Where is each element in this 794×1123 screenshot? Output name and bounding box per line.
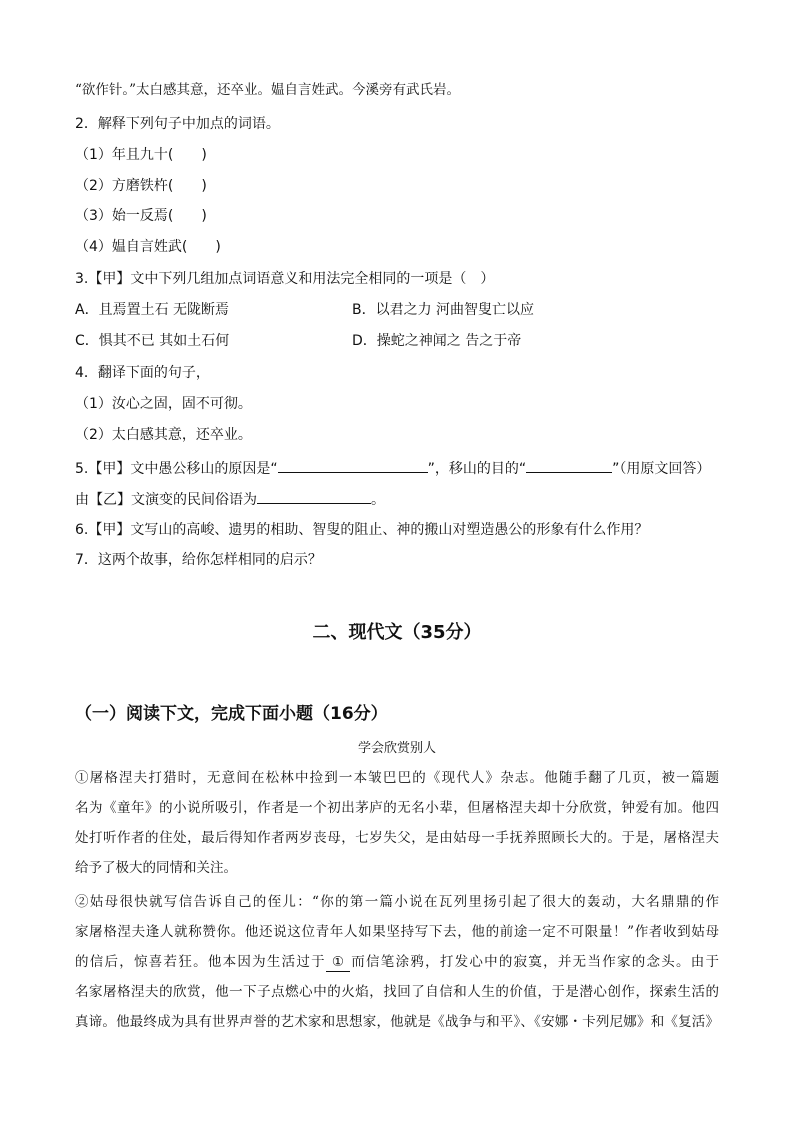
option-a: A．且焉置土石 无陇断焉 <box>75 302 230 318</box>
paragraph-line: ①屠格涅夫打猎时，无意间在松林中捡到一本皱巴巴的《现代人》杂志。他随手翻了几页，被一篇题 <box>75 770 719 786</box>
paragraph-line: 处打听作者的住处，最后得知作者两岁丧母，七岁失父，是由姑母一手抚养照顾长大的。于是，屠格涅夫 <box>75 830 719 846</box>
paragraph-line: 真谛。他最终成为具有世界声誉的艺术家和思想家，他就是《战争与和平》、《安娜・卡列尼娜》和《复活》 <box>75 1014 719 1030</box>
question-6: 6.【甲】文写山的高峻、遗男的相助、智叟的阻止、神的搬山对塑造愚公的形象有什么作用？ <box>75 522 649 538</box>
option-c: C．惧其不已 其如土石何 <box>75 333 230 349</box>
answer-blank[interactable] <box>526 457 612 473</box>
article-paragraph-2 <box>75 887 719 1037</box>
question-2-item: （2）方磨铁杵( ) <box>75 178 207 194</box>
q5-text-e: 。 <box>371 492 385 508</box>
question-2-item: （4）媪自言姓武( ) <box>75 239 221 255</box>
paragraph-line: ②姑母很快就写信告诉自己的侄儿：“你的第一篇小说在瓦列里扬引起了很大的轰动，大名鼎鼎的作 <box>75 894 719 910</box>
option-b: B．以君之力 河曲智叟亡以应 <box>352 302 535 318</box>
line-text: 而信笔涂鸦，打发心中的寂寞，并无当作家的念头。由于 <box>350 954 720 970</box>
question-2-item: （3）始一反焉( ) <box>75 208 207 224</box>
question-4-item: （2）太白感其意，还卒业。 <box>75 427 252 443</box>
q5-text-c: ”（用原文回答） <box>612 461 711 477</box>
carryover-text: “欲作针。”太白感其意，还卒业。媪自言姓武。今溪旁有武氏岩。 <box>75 82 461 98</box>
answer-blank[interactable] <box>257 488 371 504</box>
question-2-item: （1）年且九十( ) <box>75 147 207 163</box>
question-4-stem: 4．翻译下面的句子， <box>75 365 210 381</box>
option-d: D．操蛇之神闻之 告之于帝 <box>352 333 522 349</box>
paragraph-line: 名为《童年》的小说所吸引，作者是一个初出茅庐的无名小辈，但屠格涅夫却十分欣赏，钟爱有加。他四 <box>75 800 719 816</box>
q5-text-a: 5.【甲】文中愚公移山的原因是“ <box>75 461 278 477</box>
article-paragraph-1 <box>75 763 719 883</box>
paragraph-line <box>75 947 719 977</box>
paragraph-line: 家屠格涅夫逢人就称赞你。他还说这位青年人如果坚持写下去，他的前途一定不可限量！”作者收到姑母 <box>75 924 719 940</box>
subsection-heading: （一）阅读下文，完成下面小题（16分） <box>75 704 388 724</box>
question-2-stem: 2．解释下列句子中加点的词语。 <box>75 116 280 132</box>
article-title: 学会欣赏别人 <box>357 741 436 756</box>
question-7: 7．这两个故事，给你怎样相同的启示？ <box>75 552 322 568</box>
paragraph-line: 名家屠格涅夫的欣赏，他一下子点燃心中的火焰，找回了自信和人生的价值，于是潜心创作，探索生活的 <box>75 984 719 1000</box>
section-heading: 二、现代文（35分） <box>312 622 482 643</box>
question-4-item: （1）汝心之固，固不可彻。 <box>75 396 252 412</box>
question-3-stem: 3.【甲】文中下列几组加点词语意义和用法完全相同的一项是（ ） <box>75 271 495 287</box>
q5-text-d: 由【乙】文演变的民间俗语为 <box>75 492 257 508</box>
question-5-line-1 <box>75 457 710 479</box>
line-text: 的信后，惊喜若狂。他本因为生活过于 <box>75 954 326 970</box>
answer-blank-1[interactable]: ① <box>326 953 350 972</box>
paragraph-line: 给予了极大的同情和关注。 <box>75 860 237 876</box>
answer-blank[interactable] <box>278 457 428 473</box>
q5-text-b: ”，移山的目的“ <box>427 461 527 477</box>
question-5-line-2 <box>75 488 385 510</box>
